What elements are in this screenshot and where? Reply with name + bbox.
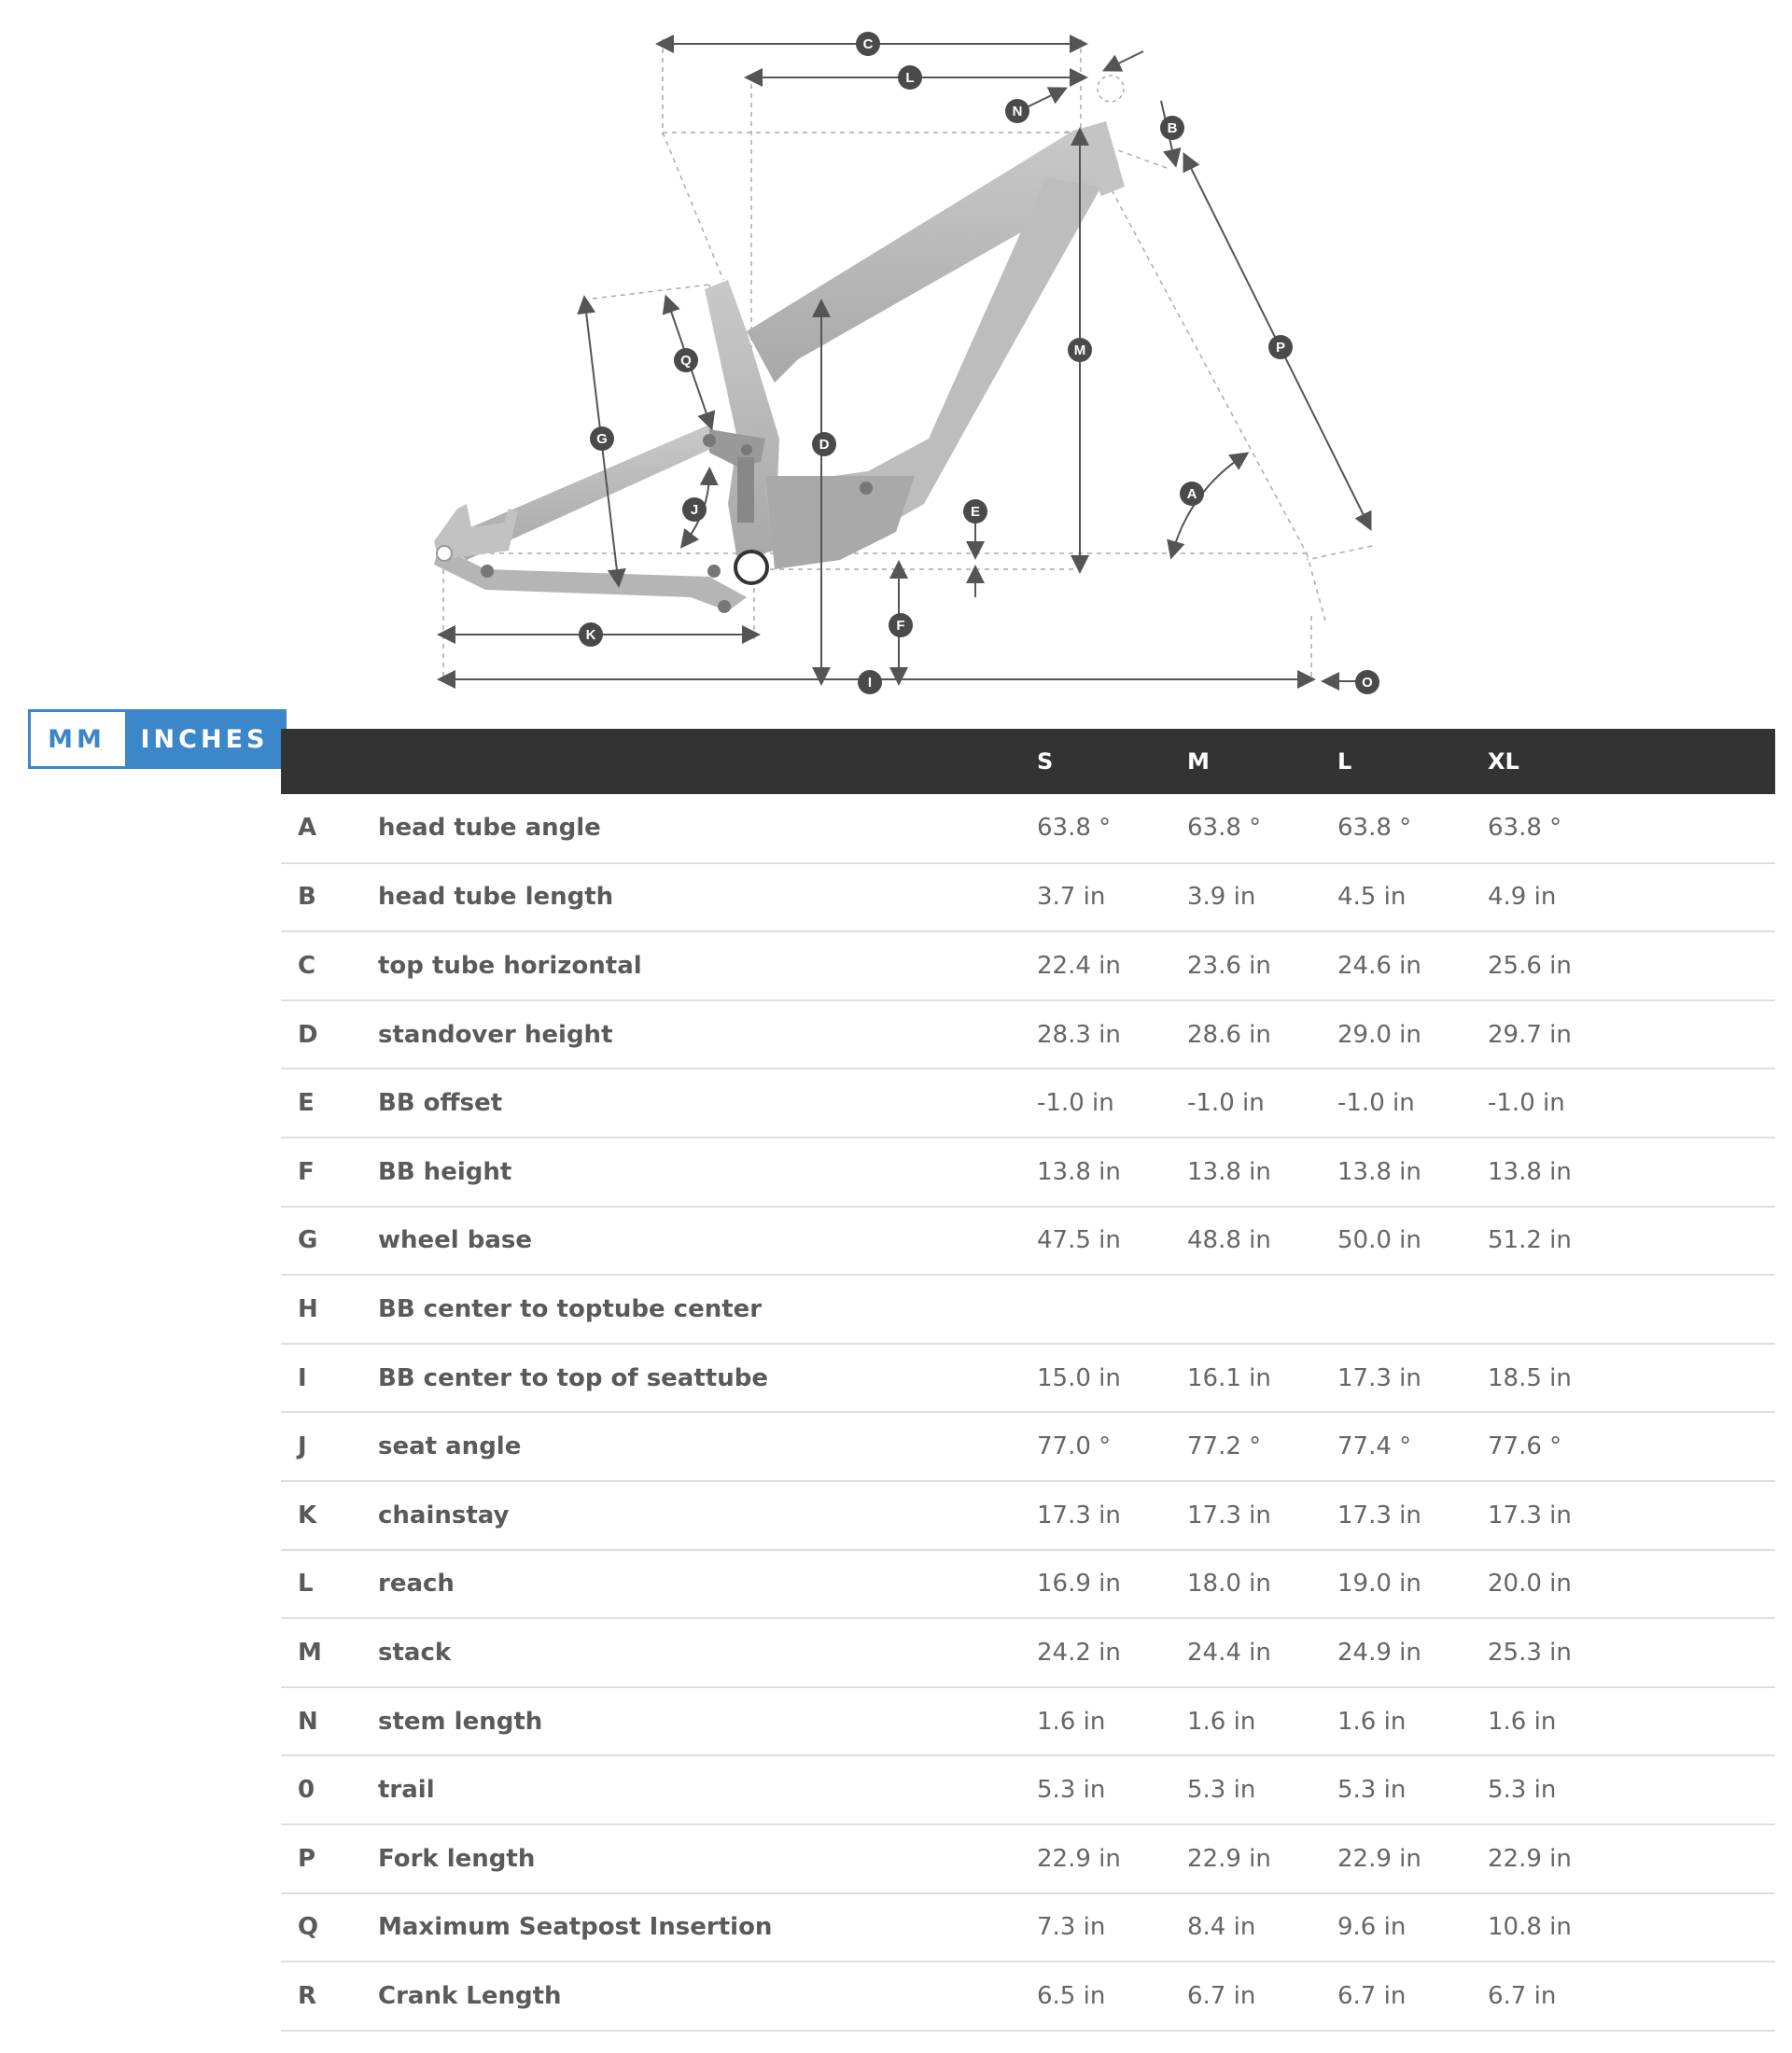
table-row — [281, 1893, 1775, 1962]
row-value-xl: 20.0 in — [1488, 1570, 1572, 1599]
row-dimension-name: stem length — [378, 1707, 543, 1736]
unit-inches-button[interactable]: INCHES — [122, 712, 284, 766]
row-value-s: 22.9 in — [1037, 1844, 1121, 1873]
row-value-l: 13.8 in — [1337, 1157, 1421, 1186]
row-dimension-name: standover height — [378, 1020, 613, 1049]
svg-text:Q: Q — [680, 353, 692, 369]
table-row — [281, 1344, 1775, 1413]
row-value-s: 1.6 in — [1037, 1707, 1106, 1736]
row-value-xl: 17.3 in — [1488, 1501, 1572, 1529]
row-value-l: 4.5 in — [1337, 883, 1407, 912]
row-dimension-name: BB offset — [378, 1089, 503, 1118]
svg-text:C: C — [862, 36, 874, 52]
row-value-l: 24.9 in — [1337, 1638, 1421, 1667]
row-value-m: -1.0 in — [1187, 1089, 1265, 1118]
row-value-l: 50.0 in — [1337, 1226, 1421, 1255]
row-dimension-name: BB center to top of seattube — [378, 1363, 768, 1392]
frame-geometry-diagram — [0, 0, 1792, 700]
table-row — [281, 863, 1775, 932]
row-letter: J — [298, 1432, 307, 1461]
svg-text:K: K — [585, 627, 596, 643]
row-value-m: 16.1 in — [1187, 1363, 1271, 1392]
callout-e — [963, 499, 987, 524]
row-letter: F — [298, 1157, 315, 1186]
header-size-s: S — [1037, 748, 1054, 775]
row-letter: N — [298, 1707, 318, 1736]
table-row — [281, 1000, 1775, 1069]
row-dimension-name: chainstay — [378, 1501, 510, 1529]
row-value-xl: 5.3 in — [1488, 1776, 1557, 1805]
table-row — [281, 1412, 1775, 1481]
unit-toggle — [28, 709, 287, 769]
row-value-l: 19.0 in — [1337, 1570, 1421, 1599]
callout-j — [682, 497, 707, 522]
row-value-m: 24.4 in — [1187, 1638, 1271, 1667]
row-value-s — [1037, 1275, 1187, 1344]
header-name — [378, 729, 1037, 794]
row-value-s: 16.9 in — [1037, 1570, 1121, 1599]
row-dimension-name: top tube horizontal — [378, 951, 642, 980]
table-row — [281, 1962, 1775, 2031]
row-value-l — [1337, 1275, 1488, 1344]
svg-text:I: I — [867, 675, 873, 691]
row-value-xl: -1.0 in — [1488, 1089, 1565, 1118]
callout-p — [1268, 335, 1293, 359]
table-row — [281, 1687, 1775, 1756]
row-value-l: 9.6 in — [1337, 1913, 1407, 1942]
row-value-l: 77.4 ° — [1337, 1432, 1412, 1461]
row-value-s: 7.3 in — [1037, 1913, 1106, 1942]
row-value-m: 5.3 in — [1187, 1776, 1256, 1805]
row-dimension-name: wheel base — [378, 1226, 533, 1255]
svg-text:M: M — [1073, 342, 1086, 358]
row-letter: K — [298, 1501, 317, 1529]
callout-o — [1355, 670, 1379, 694]
row-value-l: 24.6 in — [1337, 951, 1421, 980]
callout-m — [1068, 338, 1092, 362]
header-letter — [281, 729, 378, 794]
geometry-table — [281, 729, 1775, 2032]
row-dimension-name: head tube angle — [378, 814, 601, 843]
row-letter: B — [298, 883, 316, 912]
callout-f — [889, 613, 913, 637]
row-letter: M — [298, 1638, 322, 1667]
row-dimension-name: stack — [378, 1638, 452, 1667]
callout-k — [579, 622, 603, 647]
row-value-m: 8.4 in — [1187, 1913, 1256, 1942]
row-value-xl: 6.7 in — [1488, 1981, 1557, 2010]
row-value-s: 5.3 in — [1037, 1776, 1106, 1805]
row-value-l: 1.6 in — [1337, 1707, 1407, 1736]
row-letter: R — [298, 1981, 317, 2010]
table-header-row — [281, 729, 1775, 794]
row-value-xl: 10.8 in — [1488, 1913, 1572, 1942]
row-value-xl: 1.6 in — [1488, 1707, 1557, 1736]
row-letter: H — [298, 1294, 318, 1323]
row-value-m: 18.0 in — [1187, 1570, 1271, 1599]
callout-b — [1160, 116, 1184, 140]
row-letter: Q — [298, 1913, 319, 1942]
callout-l — [898, 65, 922, 90]
row-dimension-name: BB height — [378, 1157, 512, 1186]
row-value-l: 17.3 in — [1337, 1363, 1421, 1392]
row-dimension-name: BB center to toptube center — [378, 1294, 763, 1323]
row-value-m: 6.7 in — [1187, 1981, 1256, 2010]
svg-text:D: D — [819, 437, 830, 453]
row-value-s: -1.0 in — [1037, 1089, 1114, 1118]
row-dimension-name: head tube length — [378, 883, 614, 912]
row-value-xl: 22.9 in — [1488, 1844, 1572, 1873]
row-value-xl: 51.2 in — [1488, 1226, 1572, 1255]
row-value-s: 47.5 in — [1037, 1226, 1121, 1255]
svg-text:O: O — [1362, 675, 1373, 691]
table-row — [281, 1207, 1775, 1276]
table-row — [281, 1481, 1775, 1550]
svg-text:B: B — [1167, 120, 1178, 136]
row-value-m: 22.9 in — [1187, 1844, 1271, 1873]
row-value-m: 3.9 in — [1187, 883, 1256, 912]
callout-q — [674, 348, 698, 372]
row-value-s: 6.5 in — [1037, 1981, 1106, 2010]
row-value-m — [1187, 1275, 1337, 1344]
table-row — [281, 931, 1775, 1000]
row-value-l: 22.9 in — [1337, 1844, 1421, 1873]
row-value-xl: 29.7 in — [1488, 1020, 1572, 1049]
svg-text:P: P — [1275, 340, 1286, 356]
svg-text:J: J — [690, 502, 699, 518]
bike-frame — [434, 76, 1125, 613]
row-value-xl: 25.3 in — [1488, 1638, 1572, 1667]
table-row — [281, 1068, 1775, 1138]
row-letter: I — [298, 1363, 307, 1392]
callout-n — [1005, 99, 1029, 123]
row-letter: C — [298, 951, 316, 980]
row-value-s: 17.3 in — [1037, 1501, 1121, 1529]
table-row — [281, 1824, 1775, 1893]
row-value-xl: 18.5 in — [1488, 1363, 1572, 1392]
row-value-xl — [1488, 1275, 1775, 1344]
svg-text:A: A — [1186, 486, 1197, 502]
table-row — [281, 794, 1775, 863]
row-value-m: 48.8 in — [1187, 1226, 1271, 1255]
callout-a — [1180, 482, 1204, 506]
row-value-m: 17.3 in — [1187, 1501, 1271, 1529]
row-value-l: 29.0 in — [1337, 1020, 1421, 1049]
row-value-s: 63.8 ° — [1037, 814, 1112, 843]
row-value-xl: 25.6 in — [1488, 951, 1572, 980]
callout-d — [812, 432, 836, 456]
row-value-xl: 63.8 ° — [1488, 814, 1562, 843]
header-size-l: L — [1337, 748, 1352, 775]
row-value-s: 24.2 in — [1037, 1638, 1121, 1667]
row-value-m: 23.6 in — [1187, 951, 1271, 980]
row-dimension-name: Crank Length — [378, 1981, 562, 2010]
row-value-xl: 13.8 in — [1488, 1157, 1572, 1186]
row-value-m: 1.6 in — [1187, 1707, 1256, 1736]
row-letter: P — [298, 1844, 316, 1873]
row-value-xl: 77.6 ° — [1488, 1432, 1562, 1461]
table-row — [281, 1755, 1775, 1824]
row-value-m: 28.6 in — [1187, 1020, 1271, 1049]
row-letter: L — [298, 1570, 314, 1599]
row-value-m: 77.2 ° — [1187, 1432, 1262, 1461]
row-value-s: 77.0 ° — [1037, 1432, 1112, 1461]
header-size-xl: XL — [1488, 748, 1519, 775]
row-value-m: 13.8 in — [1187, 1157, 1271, 1186]
header-size-m: M — [1187, 748, 1210, 775]
unit-mm-button[interactable]: MM — [31, 712, 122, 766]
row-letter: G — [298, 1226, 318, 1255]
table-row — [281, 1618, 1775, 1687]
row-value-s: 15.0 in — [1037, 1363, 1121, 1392]
table-row — [281, 1275, 1775, 1344]
callout-c — [856, 32, 880, 56]
row-value-l: -1.0 in — [1337, 1089, 1415, 1118]
row-value-l: 5.3 in — [1337, 1776, 1407, 1805]
row-dimension-name: trail — [378, 1776, 435, 1805]
svg-text:L: L — [905, 70, 915, 86]
row-value-s: 28.3 in — [1037, 1020, 1121, 1049]
svg-text:E: E — [970, 504, 981, 520]
row-dimension-name: reach — [378, 1570, 455, 1599]
row-letter: D — [298, 1020, 318, 1049]
callout-i — [590, 426, 614, 451]
row-letter: A — [298, 814, 317, 843]
row-value-l: 17.3 in — [1337, 1501, 1421, 1529]
row-value-s: 3.7 in — [1037, 883, 1106, 912]
row-value-s: 13.8 in — [1037, 1157, 1121, 1186]
row-dimension-name: Fork length — [378, 1844, 536, 1873]
row-dimension-name: Maximum Seatpost Insertion — [378, 1913, 773, 1942]
row-dimension-name: seat angle — [378, 1432, 522, 1461]
svg-text:G: G — [596, 431, 608, 447]
row-value-m: 63.8 ° — [1187, 814, 1262, 843]
table-row — [281, 1138, 1775, 1207]
svg-text:N: N — [1012, 104, 1023, 119]
row-value-l: 6.7 in — [1337, 1981, 1407, 2010]
table-row — [281, 1550, 1775, 1619]
row-value-xl: 4.9 in — [1488, 883, 1557, 912]
row-letter: E — [298, 1089, 315, 1118]
callout-g — [858, 670, 882, 694]
row-value-s: 22.4 in — [1037, 951, 1121, 980]
row-value-l: 63.8 ° — [1337, 814, 1412, 843]
svg-text:F: F — [896, 618, 905, 634]
row-letter: 0 — [298, 1776, 315, 1805]
